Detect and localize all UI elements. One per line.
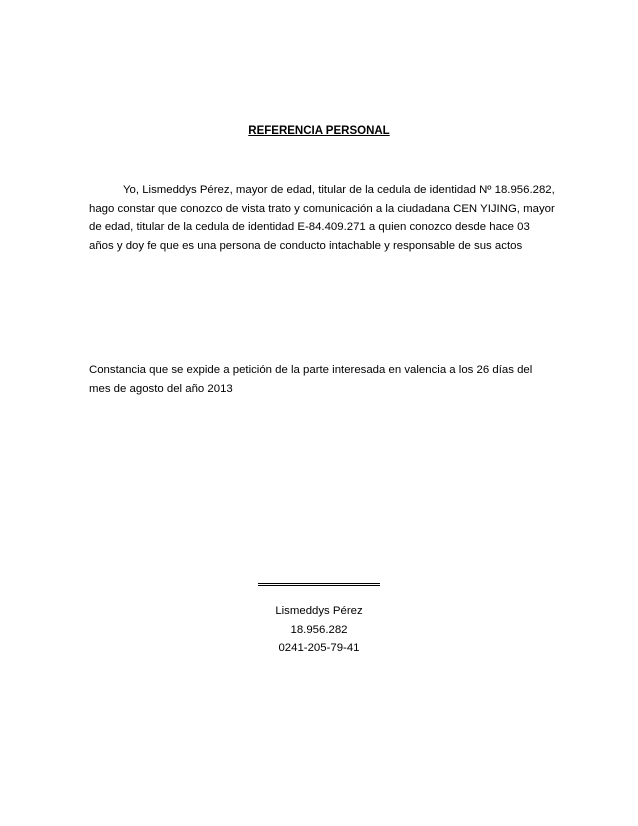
signature-line	[258, 583, 380, 584]
reference-paragraph: Yo, Lismeddys Pérez, mayor de edad, titular de la cedula de identidad Nº 18.956.282, hago constar que conozco de vista trato y comunicación a la ciudadana CEN YIJING, mayor de edad, titular de la cedula de identidad E-84.409.271 a quien conozco desde hace 03 años y doy fe que es una persona de conducto intachable y responsable de sus actos	[89, 184, 555, 252]
constancy-paragraph: Constancia que se expide a petición de la parte interesada en valencia a los 26 días del mes de agosto del año 2013	[89, 364, 533, 395]
signer-name: Lismeddys Pérez	[275, 605, 363, 617]
signer-phone: 0241-205-79-41	[278, 642, 360, 654]
signer-id-number: 18.956.282	[290, 623, 348, 636]
document-title: REFERENCIA PERSONAL	[248, 125, 390, 137]
signature-block	[0, 578, 638, 658]
signature-line-underline	[258, 585, 380, 586]
